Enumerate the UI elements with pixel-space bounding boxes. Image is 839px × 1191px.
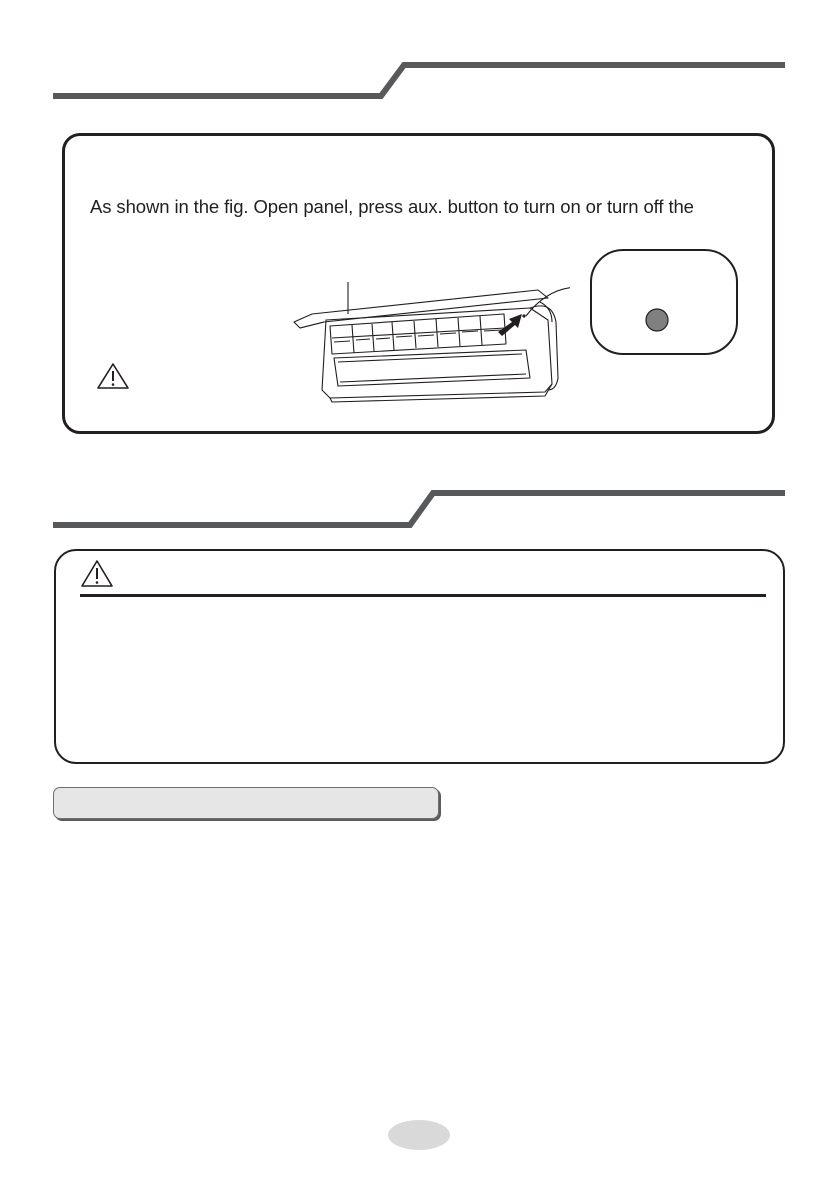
section-header-rule-2 — [0, 480, 839, 540]
page-number-badge — [388, 1120, 450, 1150]
air-conditioner-illustration — [290, 278, 570, 406]
warning-triangle-icon — [80, 559, 114, 589]
caution-divider — [80, 594, 766, 597]
warning-triangle-icon — [96, 362, 130, 390]
caution-box — [54, 549, 785, 764]
section-header-rule-1 — [0, 0, 839, 110]
aux-button-zoom-callout — [589, 248, 739, 358]
round-button-icon — [646, 309, 668, 331]
instruction-text: As shown in the fig. Open panel, press aux. button to turn on or turn off the — [90, 196, 694, 217]
subheading-pill — [53, 787, 439, 819]
